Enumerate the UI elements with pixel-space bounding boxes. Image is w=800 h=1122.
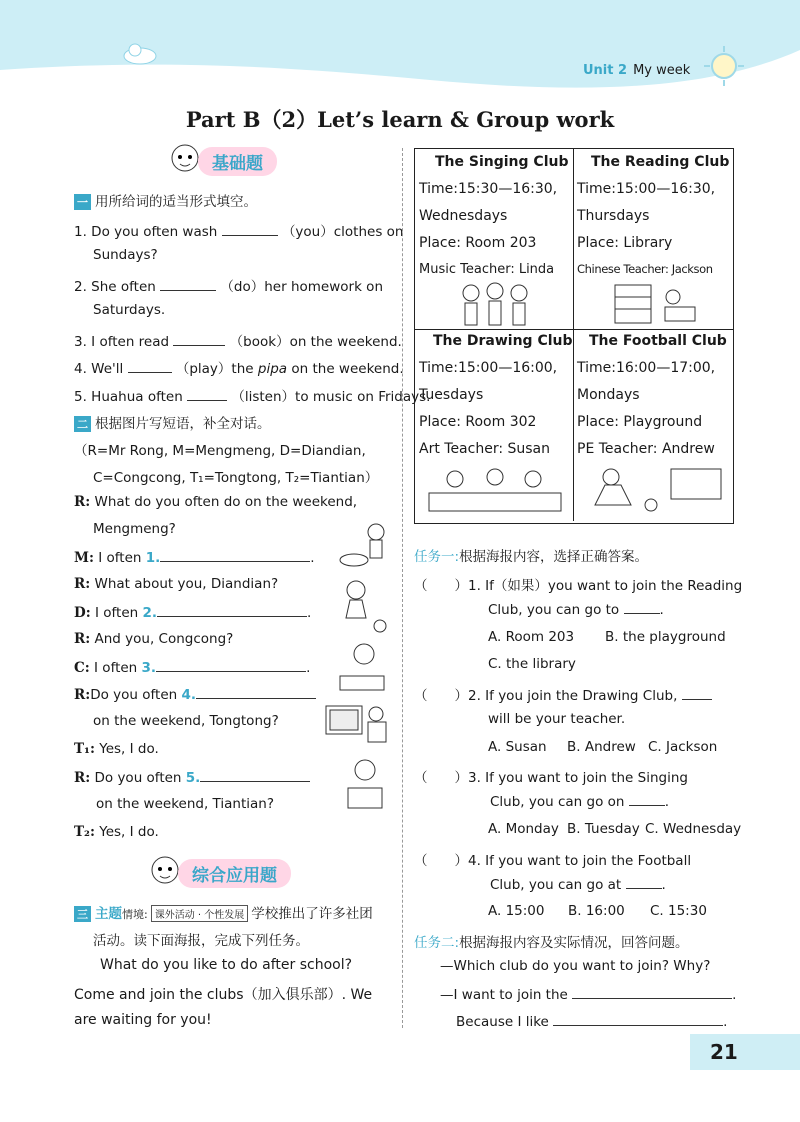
option-c[interactable]: C. Jackson xyxy=(648,739,718,755)
option-b[interactable]: B. Tuesday xyxy=(567,821,640,837)
answer-paren[interactable]: （ ） xyxy=(414,853,468,869)
answer-blank[interactable] xyxy=(157,604,307,617)
answer-blank[interactable] xyxy=(629,793,665,806)
dialog-line-6: C: I often 3. . xyxy=(74,660,311,676)
dialog-line-8: T₁: Yes, I do. xyxy=(74,741,159,757)
section-banner-applied xyxy=(148,852,328,892)
option-c[interactable]: C. Wednesday xyxy=(645,821,742,837)
page-title: Part B（2）Let’s learn & Group work xyxy=(185,107,615,132)
club-name: The Drawing Club xyxy=(433,333,573,349)
club-poster-table xyxy=(414,148,734,524)
answer-blank[interactable] xyxy=(156,659,306,672)
dialog-line-1b: Mengmeng? xyxy=(93,521,176,537)
answer-blank[interactable] xyxy=(160,549,310,562)
task1-q3: （ ）3. If you want to join the Singing xyxy=(414,770,688,786)
unit-title: Unit 2 My week xyxy=(583,63,691,78)
boy-doing-homework-illustration xyxy=(330,640,390,696)
character-key-1: （R=Mr Rong, M=Mengmeng, D=Diandian, xyxy=(74,443,366,459)
club-time: Time:15:00—16:00, xyxy=(419,360,558,376)
q5-line: 5. Huahua often （listen）to music on Fridays. xyxy=(74,389,431,405)
dialog-line-1: R: What do you often do on the weekend, xyxy=(74,494,358,510)
option-b[interactable]: B. the playground xyxy=(605,629,726,645)
q2-line: 2. She often （do）her homework on xyxy=(74,279,384,295)
part2-badge: 二 xyxy=(74,416,91,432)
dialog-line-9b: on the weekend, Tiantian? xyxy=(96,796,275,812)
answer-paren[interactable]: （ ） xyxy=(414,578,468,594)
answer-blank[interactable] xyxy=(187,388,227,401)
cloud-icon xyxy=(120,40,160,66)
club-day: Mondays xyxy=(577,387,640,403)
answer-blank[interactable] xyxy=(626,876,662,889)
part3-badge: 三 xyxy=(74,906,91,922)
boy-playing-football-illustration xyxy=(330,578,390,634)
club-time: Time:15:00—16:30, xyxy=(577,181,716,197)
task2-question: —Which club do you want to join? Why? xyxy=(440,958,711,974)
part1-badge: 一 xyxy=(74,194,91,210)
task1-q4-cont: Club, you can go at . xyxy=(490,877,666,893)
answer-blank[interactable] xyxy=(160,278,216,291)
club-place: Place: Room 203 xyxy=(419,235,537,251)
q4-line: 4. We'll （play）the pipa on the weekend. xyxy=(74,361,404,377)
dialog-line-7: R:Do you often 4. xyxy=(74,686,316,703)
page-number-tab xyxy=(690,1034,800,1070)
poster-intro-1: What do you like to do after school? xyxy=(100,957,353,973)
task2-instruction: 任务二:根据海报内容及实际情况，回答问题。 xyxy=(414,935,689,951)
singing-kids-illustration xyxy=(455,281,535,327)
club-day: Wednesdays xyxy=(419,208,508,224)
page-number: 21 xyxy=(710,1040,738,1064)
task1-q2-cont: will be your teacher. xyxy=(488,711,626,727)
club-teacher: Chinese Teacher: Jackson xyxy=(577,262,713,276)
table-divider-horizontal xyxy=(415,329,733,330)
club-time: Time:16:00—17:00, xyxy=(577,360,716,376)
dialog-line-2: M: I often 1. . xyxy=(74,550,315,566)
club-teacher: Music Teacher: Linda xyxy=(419,262,555,277)
answer-paren[interactable]: （ ） xyxy=(414,688,468,704)
answer-blank[interactable] xyxy=(196,686,316,699)
answer-blank[interactable] xyxy=(572,986,732,999)
answer-blank[interactable] xyxy=(200,769,310,782)
table-divider-vertical xyxy=(573,149,574,521)
option-c[interactable]: C. 15:30 xyxy=(650,903,707,919)
option-b[interactable]: B. 16:00 xyxy=(568,903,625,919)
task1-q2: （ ）2. If you join the Drawing Club, xyxy=(414,684,712,704)
watching-tv-illustration xyxy=(322,700,392,748)
answer-blank[interactable] xyxy=(173,333,225,346)
poster-intro-2: Come and join the clubs（加入俱乐部）. We xyxy=(74,987,373,1003)
club-day: Thursdays xyxy=(577,208,650,224)
task2-answer-1: —I want to join the . xyxy=(440,987,737,1003)
option-a[interactable]: A. Monday xyxy=(488,821,559,837)
task1-q3-cont: Club, you can go on . xyxy=(490,794,670,810)
q1-line: 1. Do you often wash （you）clothes on xyxy=(74,224,404,240)
club-teacher: PE Teacher: Andrew xyxy=(577,441,715,457)
club-place: Place: Library xyxy=(577,235,673,251)
answer-blank[interactable] xyxy=(128,360,172,373)
option-b[interactable]: B. Andrew xyxy=(567,739,636,755)
club-name: The Reading Club xyxy=(591,154,730,170)
answer-blank[interactable] xyxy=(222,223,278,236)
boy-reading-illustration xyxy=(340,756,390,812)
drawing-class-illustration xyxy=(425,465,565,517)
task1-q1-cont: Club, you can go to . xyxy=(488,602,664,618)
section-banner-basic xyxy=(168,140,308,180)
football-illustration xyxy=(581,465,727,517)
club-place: Place: Playground xyxy=(577,414,703,430)
task1-q1: （ ）1. If（如果）you want to join the Reading xyxy=(414,578,743,594)
option-a[interactable]: A. Susan xyxy=(488,739,547,755)
girl-washing-clothes-illustration xyxy=(338,520,392,572)
part1-instruction: 一 用所给词的适当形式填空。 xyxy=(74,190,257,210)
q2-continuation: Saturdays. xyxy=(93,302,166,318)
column-divider xyxy=(402,148,403,1028)
club-day: Tuesdays xyxy=(419,387,484,403)
option-a[interactable]: A. 15:00 xyxy=(488,903,545,919)
dialog-line-10: T₂: Yes, I do. xyxy=(74,824,159,840)
answer-blank[interactable] xyxy=(553,1013,723,1026)
section-label-applied: 综合应用题 xyxy=(178,859,291,888)
task1-q4: （ ）4. If you want to join the Football xyxy=(414,853,692,869)
answer-blank[interactable] xyxy=(624,601,660,614)
dialog-line-7b: on the weekend, Tongtong? xyxy=(93,713,279,729)
part3-instruction: 三 主题情境: 课外活动 · 个性发展 学校推出了许多社团 xyxy=(74,902,373,922)
cartoon-kid-icon xyxy=(168,140,202,180)
task2-answer-2: Because I like . xyxy=(456,1014,728,1030)
option-c[interactable]: C. the library xyxy=(488,656,576,672)
dialog-line-3: R: What about you, Diandian? xyxy=(74,576,279,592)
cartoon-kid-icon xyxy=(148,852,182,892)
club-place: Place: Room 302 xyxy=(419,414,537,430)
answer-paren[interactable]: （ ） xyxy=(414,770,468,786)
q1-continuation: Sundays? xyxy=(93,247,158,263)
poster-intro-3: are waiting for you! xyxy=(74,1012,212,1028)
q3-line: 3. I often read （book）on the weekend. xyxy=(74,334,402,350)
dialog-line-9: R: Do you often 5. xyxy=(74,769,310,786)
library-illustration xyxy=(611,281,701,327)
club-name: The Football Club xyxy=(589,333,727,349)
task1-instruction: 任务一:根据海报内容，选择正确答案。 xyxy=(414,549,649,565)
club-teacher: Art Teacher: Susan xyxy=(419,441,551,457)
character-key-2: C=Congcong, T₁=Tongtong, T₂=Tiantian） xyxy=(93,470,379,486)
section-label-basic: 基础题 xyxy=(198,147,277,176)
club-time: Time:15:30—16:30, xyxy=(419,181,558,197)
part2-instruction: 二 根据图片写短语，补全对话。 xyxy=(74,412,271,432)
club-name: The Singing Club xyxy=(435,154,569,170)
part3-instruction-2: 活动。读下面海报，完成下列任务。 xyxy=(93,933,309,949)
dialog-line-4: D: I often 2. . xyxy=(74,605,312,621)
answer-blank[interactable] xyxy=(682,687,712,700)
option-a[interactable]: A. Room 203 xyxy=(488,629,575,645)
dialog-line-5: R: And you, Congcong? xyxy=(74,631,234,647)
sun-icon xyxy=(702,44,746,88)
